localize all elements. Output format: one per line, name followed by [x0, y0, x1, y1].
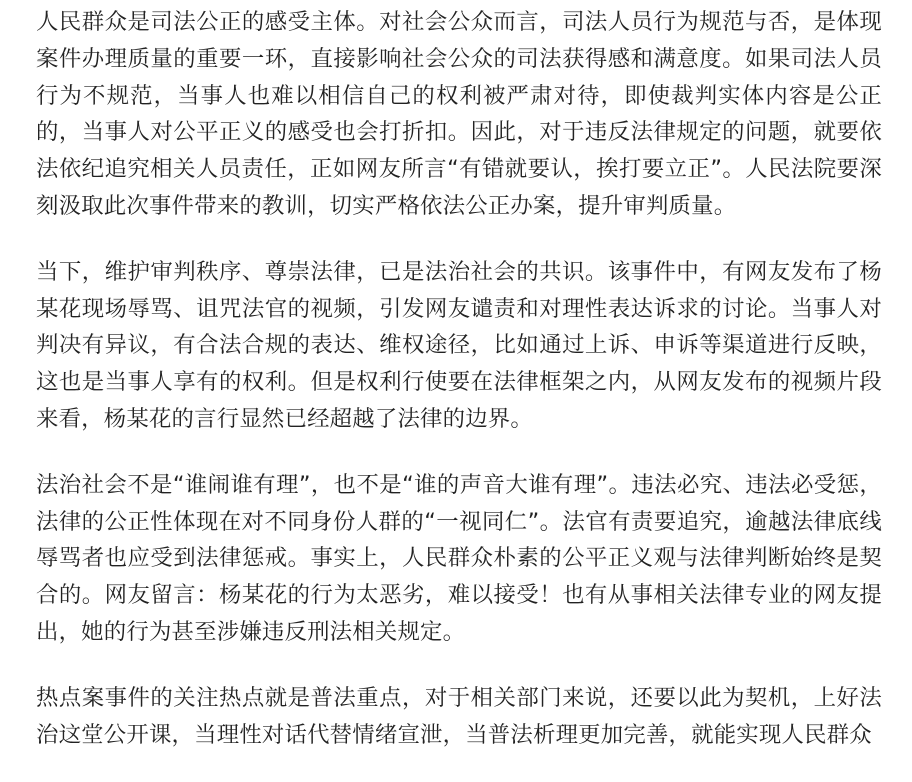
paragraph-3: 法治社会不是“谁闹谁有理”，也不是“谁的声音大谁有理”。违法必究、违法必受惩，法律的公正性体现在对不同身份人群的“一视同仁”。法官有责要追究，逾越法律底线辱骂者也应受到法律惩戒。事实上，人民群众朴素的公平正义观与法律判断始终是契合的。网友留言：杨某花的行为太恶劣，难以接受！也有从事相关法律专业的网友提出，她的行为甚至涉嫌违反刑法相关规定。 [36, 471, 882, 645]
paragraph-1: 人民群众是司法公正的感受主体。对社会公众而言，司法人员行为规范与否，是体现案件办理质量的重要一环，直接影响社会公众的司法获得感和满意度。如果司法人员行为不规范，当事人也难以相信自己的权利被严肃对待，即使裁判实体内容是公正的，当事人对公平正义的感受也会打折扣。因此，对于违反法律规定的问题，就要依法依纪追究相关人员责任，正如网友所言“有错就要认，挨打要立正”。人民法院要深刻汲取此次事件带来的教训，切实严格依法公正办案，提升审判质量。 [36, 9, 882, 219]
paragraph-2: 当下，维护审判秩序、尊崇法律，已是法治社会的共识。该事件中，有网友发布了杨某花现场辱骂、诅咒法官的视频，引发网友谴责和对理性表达诉求的讨论。当事人对判决有异议，有合法合规的表达、维权途径，比如通过上诉、申诉等渠道进行反映，这也是当事人享有的权利。但是权利行使要在法律框架之内，从网友发布的视频片段来看，杨某花的言行显然已经超越了法律的边界。 [36, 258, 882, 432]
article-body [36, 4, 882, 782]
paragraph-4: 热点案事件的关注热点就是普法重点，对于相关部门来说，还要以此为契机，上好法治这堂公开课，当理性对话代替情绪宣泄，当普法析理更加完善，就能实现人民群众 [36, 684, 882, 748]
